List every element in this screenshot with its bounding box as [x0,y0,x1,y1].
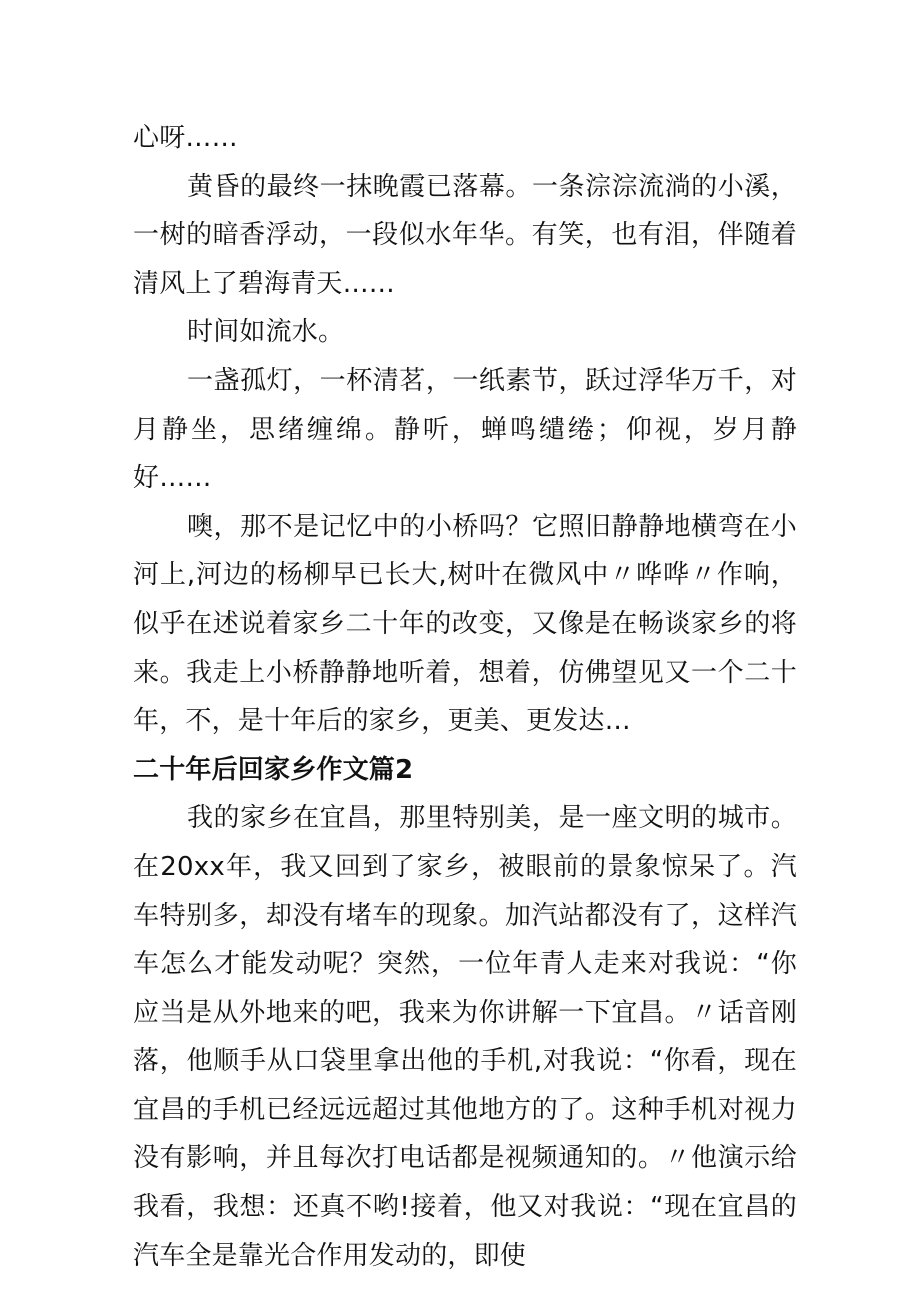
paragraph-6: 我的家乡在宜昌，那里特别美，是一座文明的城市。在20xx年，我又回到了家乡，被眼前的景象惊呆了。汽车特别多，却没有堵车的现象。加汽站都没有了，这样汽车怎么才能发动呢？突然，一位年青人走来对我说：“你应当是从外地来的吧，我来为你讲解一下宜昌。〃话音刚落，他顺手从口袋里拿出他的手机,对我说：“你看，现在宜昌的手机已经远远超过其他地方的了。这种手机对视力没有影响，并且每次打电话都是视频通知的。〃他演示给我看，我想：还真不哟!接着，他又对我说：“现在宜昌的汽车全是靠光合作用发动的，即使 [133,803,797,1271]
paragraph-1: 心呀…… [133,123,238,153]
paragraph-2: 黄昏的最终一抹晚霞已落幕。一条淙淙流淌的小溪，一树的暗香浮动，一段似水年华。有笑，也有泪，伴随着清风上了碧海青天…… [133,171,797,299]
paragraph-3: 时间如流水。 [187,317,345,348]
paragraph-5: 噢，那不是记忆中的小桥吗？它照旧静静地横弯在小河上,河边的杨柳早已长大,树叶在微风中〃哗哗〃作响，似乎在述说着家乡二十年的改变，又像是在畅谈家乡的将来。我走上小桥静静地听着，想着，仿佛望见又一个二十年，不，是十年后的家乡，更美、更发达… [133,511,797,737]
document-body [133,114,797,1280]
section-heading: 二十年后回家乡作文篇2 [133,754,414,785]
paragraph-4: 一盏孤灯，一杯清茗，一纸素节，跃过浮华万千，对月静坐，思绪缠绵。静听，蝉鸣缱绻；仰视，岁月静好…… [133,365,797,494]
